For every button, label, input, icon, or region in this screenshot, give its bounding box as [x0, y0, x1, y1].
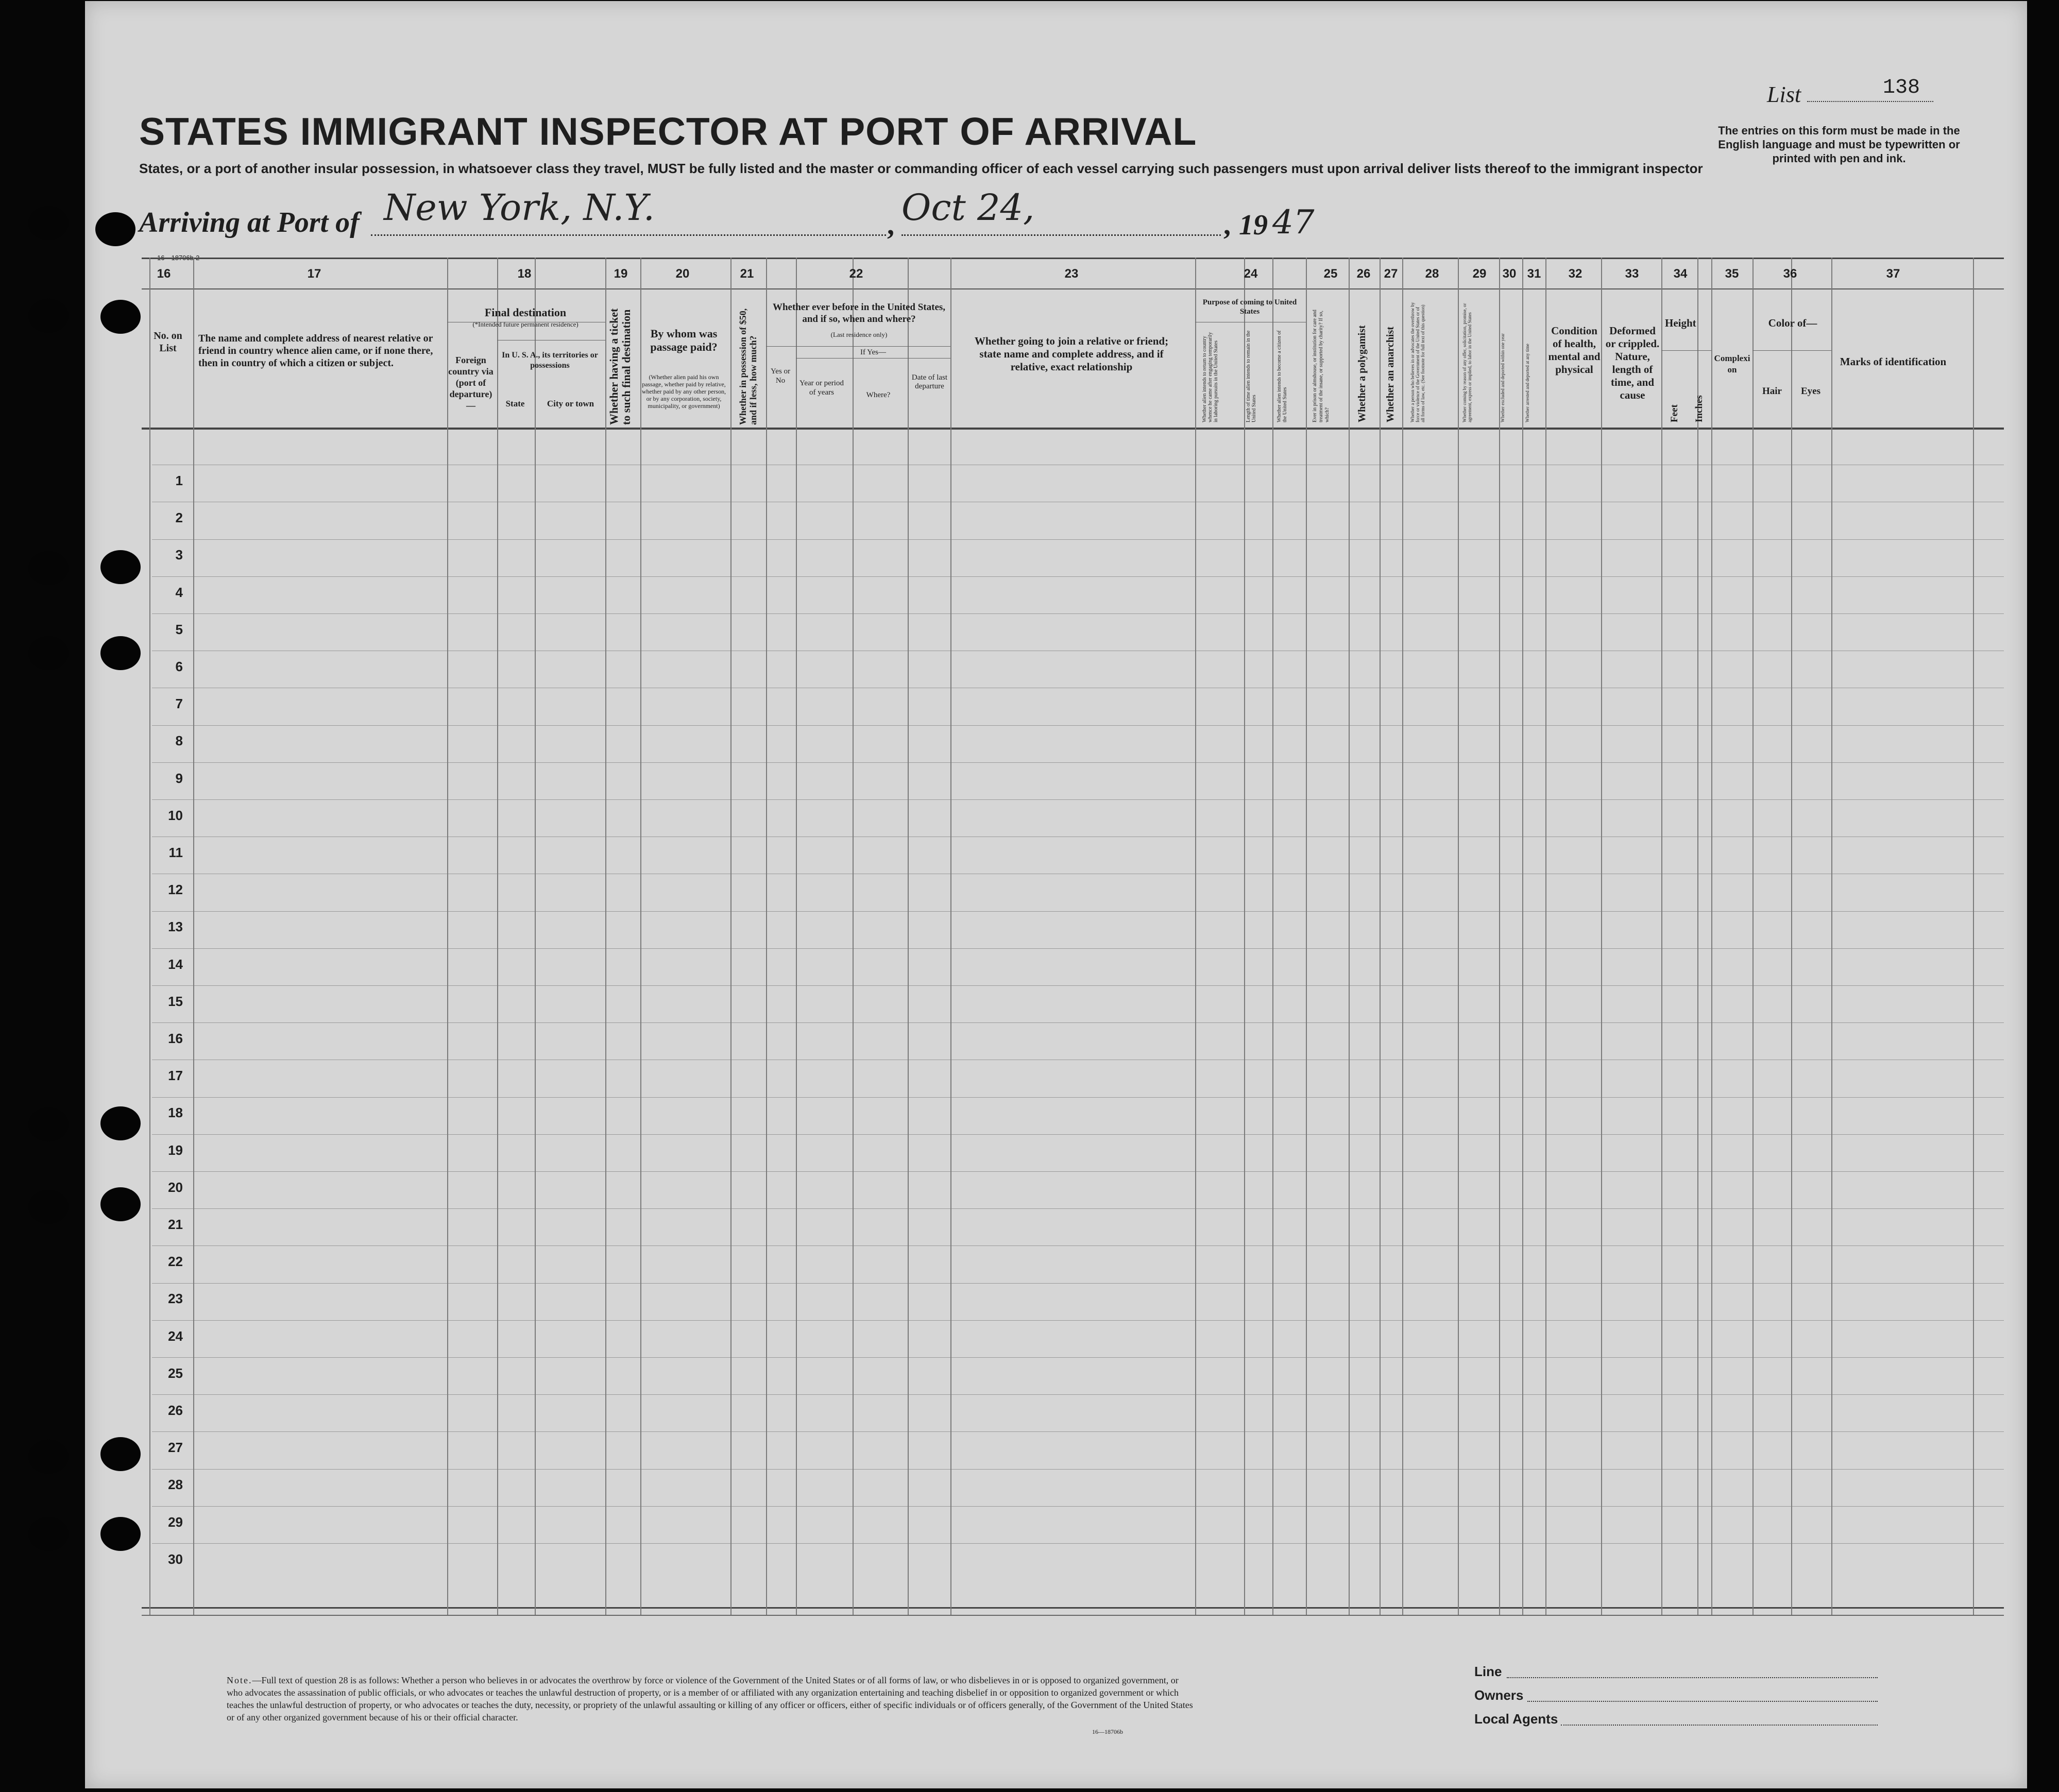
header-eyes: Eyes [1801, 386, 1820, 397]
header-purpose-a [1202, 330, 1219, 422]
header-date-last-departure: Date of last departure [911, 373, 948, 390]
header-question-28 [1410, 301, 1425, 422]
grid-vertical-line [950, 258, 951, 1615]
grid-vertical-line [447, 258, 448, 1615]
grid-horizontal-line [152, 1097, 2004, 1098]
row-number: 3 [175, 547, 183, 562]
header-prison-text: Ever in prison or almshouse, or institution for care and treatment of the insane, or supported by charity? If so, which? [1312, 310, 1330, 422]
header-arrested [1525, 301, 1530, 422]
col-num-21: 21 [740, 267, 754, 281]
year-printed: 19 [1239, 209, 1268, 241]
row-number: 10 [168, 808, 183, 823]
grid-horizontal-line [142, 288, 2004, 289]
row-number: 28 [168, 1477, 183, 1492]
grid-vertical-line [1195, 258, 1196, 1615]
header-passage-paid: By whom was passage paid? [650, 327, 718, 353]
header-offer-solicitation [1462, 301, 1472, 422]
grid-vertical-line [1791, 258, 1792, 1615]
col-num-33: 33 [1625, 267, 1639, 281]
header-where: Where? [866, 391, 891, 399]
header-fifty-dollars-text: Whether in possession of $50, and if less, how much? [738, 308, 758, 425]
col-num-31: 31 [1527, 267, 1541, 281]
row-number: 13 [168, 919, 183, 934]
year-handwritten: 47 [1272, 203, 1315, 242]
grid-horizontal-line [152, 1134, 2004, 1135]
grid-horizontal-line [152, 539, 2004, 540]
col-num-29: 29 [1472, 267, 1487, 281]
row-number: 4 [175, 585, 183, 600]
grid-horizontal-line [152, 1320, 2004, 1321]
grid-vertical-line [1349, 258, 1350, 1615]
header-hair: Hair [1762, 386, 1782, 397]
footer-agents-label: Local Agents [1474, 1711, 1558, 1727]
grid-horizontal-line [152, 1543, 2004, 1544]
header-anarchist: Whether an anarchist [1385, 327, 1396, 422]
binder-hole [100, 1517, 141, 1551]
binder-hole [100, 300, 141, 334]
header-deformed: Deformed or crippled. Nature, length of time, and cause [1605, 325, 1660, 401]
list-number-line [1807, 101, 1933, 102]
grid-vertical-line [908, 258, 909, 1615]
row-number: 25 [168, 1366, 183, 1381]
row-number: 20 [168, 1180, 183, 1195]
header-final-destination: Final destination [484, 306, 567, 319]
footer-form-code: 16—18706b [1092, 1728, 1123, 1735]
row-number: 22 [168, 1254, 183, 1269]
row-number: 14 [168, 957, 183, 972]
grid-vertical-line [796, 258, 797, 1615]
grid-horizontal-line [142, 1615, 2004, 1616]
header-complexion: Complexion [1714, 353, 1750, 374]
header-offer-solicitation-text: Whether coming by reason of any offer, solicitation, promise, or agreement, express or implied, to labor in the United States [1462, 303, 1472, 422]
header-passage-paid-note: (Whether alien paid his own passage, whether paid by relative, whether paid by any other person, or by any corporation, society, municipality, or government) [641, 373, 726, 409]
grid-vertical-line [1380, 258, 1381, 1615]
grid-vertical-line [1244, 258, 1245, 1615]
row-number: 17 [168, 1068, 183, 1083]
grid-vertical-line [535, 258, 536, 1615]
binder-hole [28, 636, 69, 670]
header-final-destination-note: (*Intended future permanent residence) [472, 320, 578, 328]
header-fifty-dollars [738, 299, 758, 425]
grid-horizontal-line [152, 1431, 2004, 1432]
binder-hole [28, 1440, 69, 1474]
grid-horizontal-line [152, 1171, 2004, 1172]
col-num-26: 26 [1356, 267, 1371, 281]
header-city-or-town: City or town [547, 399, 594, 408]
header-year-period: Year or period of years [799, 379, 844, 397]
footnote-text: —Full text of question 28 is as follows: Whether a person who believes in or advocates the overthrow by force or violence of the Government of the United States or of all forms of law, or who disbelieves in or is opposed to organized government, or who advocates the assassination of public officials, or who advocates or teaches the unlawful destruction of property, or is a member of or affiliated with any organization entertaining and teaching disbelief in or opposition to organized government or which teaches the unlawful destruction of property, or who advocates or teaches the duty, necessity, or propriety of the unlawful assaulting or killing of any officer or officers, either of specific individuals or of officers generally, of the Government of the United States or of any other organized government because of his or their official character. [227, 1675, 1193, 1722]
grid-horizontal-line [152, 613, 2004, 614]
grid-horizontal-line [142, 1607, 2004, 1609]
header-going-to-join: Whether going to join a relative or friend; state name and complete address, and if relative, exact relationship [974, 335, 1169, 373]
grid-horizontal-line [152, 911, 2004, 912]
row-number: 7 [175, 696, 183, 711]
col-num-19: 19 [614, 267, 628, 281]
row-number: 12 [168, 882, 183, 897]
list-number: 138 [1883, 76, 1920, 99]
grid-vertical-line [766, 258, 767, 1615]
col-num-20: 20 [675, 267, 690, 281]
header-polygamist: Whether a polygamist [1356, 325, 1368, 422]
header-in-usa: In U. S. A., its territories or possessions [502, 351, 598, 370]
footer-line-label: Line [1474, 1664, 1502, 1679]
binder-hole [28, 299, 69, 333]
header-marks-identification: Marks of identification [1840, 355, 1947, 368]
grid-horizontal-line [142, 428, 2004, 430]
grid-vertical-line [730, 258, 731, 1615]
header-arrested-text: Whether arrested and deported at any time [1525, 344, 1530, 422]
header-excluded-text: Whether excluded and deported within one year [1500, 333, 1505, 422]
grid-vertical-line [1306, 258, 1307, 1615]
header-prison [1312, 301, 1331, 422]
header-purpose-b [1246, 330, 1257, 422]
row-number: 2 [175, 510, 183, 525]
row-number: 16 [168, 1031, 183, 1046]
header-condition-health: Condition of health, mental and physical [1548, 325, 1601, 376]
footer-owners-field [1527, 1701, 1878, 1702]
grid-vertical-line [1831, 258, 1832, 1615]
header-purpose-b-text: Length of time alien intends to remain in the United States [1246, 330, 1257, 422]
grid-vertical-line [1272, 258, 1273, 1615]
grid-horizontal-line [152, 762, 2004, 763]
binder-hole [28, 1517, 69, 1551]
binder-hole [95, 212, 135, 246]
row-number: 30 [168, 1551, 183, 1567]
port-comma: , [887, 209, 894, 241]
col-num-35: 35 [1725, 267, 1739, 281]
binder-hole [100, 550, 141, 584]
col-num-27: 27 [1384, 267, 1398, 281]
grid-horizontal-line [152, 1283, 2004, 1284]
row-number: 26 [168, 1403, 183, 1418]
grid-horizontal-line [152, 799, 2004, 800]
grid-vertical-line [1752, 258, 1754, 1615]
grid-vertical-line [497, 258, 498, 1615]
grid-vertical-line [1661, 258, 1662, 1615]
grid-horizontal-line [152, 576, 2004, 577]
row-number: 27 [168, 1440, 183, 1455]
date-line [901, 234, 1221, 236]
grid-horizontal-line [142, 258, 2004, 259]
grid-horizontal-line [152, 1245, 2004, 1246]
header-question-28-text: Whether a person who believes in or advocates the overthrow by force or violence of the Government of the United States or of all forms of law, etc. (See footnote for full text of this question) [1410, 302, 1425, 422]
col-num-34: 34 [1673, 267, 1688, 281]
grid-horizontal-line [1661, 350, 1711, 351]
grid-vertical-line [1711, 258, 1712, 1615]
row-number: 8 [175, 733, 183, 748]
grid-vertical-line [1697, 258, 1698, 1615]
binder-hole [28, 1107, 69, 1141]
grid-horizontal-line [152, 1357, 2004, 1358]
header-no-on-list: No. on List [154, 330, 182, 354]
row-number: 9 [175, 771, 183, 786]
date-comma: , [1223, 209, 1231, 241]
arriving-label: Arriving at Port of [139, 207, 360, 238]
header-excluded [1500, 301, 1505, 422]
row-number: 5 [175, 622, 183, 637]
header-ticket [608, 301, 633, 425]
footer-line-field [1507, 1677, 1878, 1678]
grid-vertical-line [1402, 258, 1403, 1615]
col-num-16: 16 [157, 267, 171, 281]
row-number: 6 [175, 659, 183, 674]
row-number: 18 [168, 1105, 183, 1120]
grid-vertical-line [1522, 258, 1523, 1615]
footer-agents-field [1561, 1725, 1878, 1726]
grid-horizontal-line [152, 985, 2004, 986]
grid-vertical-line [640, 258, 641, 1615]
col-num-36: 36 [1783, 267, 1797, 281]
grid-horizontal-line [152, 1506, 2004, 1507]
grid-horizontal-line [152, 1208, 2004, 1209]
row-number: 23 [168, 1291, 183, 1306]
binder-hole [28, 206, 69, 240]
col-num-32: 32 [1568, 267, 1582, 281]
header-foreign-country: Foreign country via (port of departure)— [448, 355, 494, 411]
grid-vertical-line [1458, 258, 1459, 1615]
header-state: State [505, 399, 525, 408]
header-color-of: Color of— [1768, 317, 1817, 329]
grid-vertical-line [193, 258, 194, 1615]
grid-horizontal-line [152, 725, 2004, 726]
row-number: 11 [168, 845, 183, 860]
grid-horizontal-line [152, 1469, 2004, 1470]
col-num-23: 23 [1064, 267, 1079, 281]
col-num-28: 28 [1425, 267, 1439, 281]
header-feet: Feet [1669, 404, 1680, 422]
entries-note: The entries on this form must be made in the English language and must be typewritten or printed with pen and ink. [1718, 124, 1960, 165]
header-height: Height [1665, 317, 1696, 329]
footnote-label: Note. [227, 1675, 252, 1685]
grid-vertical-line [853, 258, 854, 1615]
header-yes-or-no: Yes or No [770, 367, 791, 385]
col-num-22: 22 [849, 267, 863, 281]
row-number: 1 [175, 473, 183, 488]
grid-vertical-line [1973, 258, 1974, 1615]
grid-horizontal-line [1752, 350, 1831, 351]
footer-owners-label: Owners [1474, 1687, 1524, 1703]
binder-hole [100, 636, 141, 670]
row-number: 29 [168, 1514, 183, 1530]
header-ever-before-note: (Last residence only) [830, 331, 888, 338]
grid-horizontal-line [152, 1022, 2004, 1023]
col-num-30: 30 [1502, 267, 1517, 281]
col-num-18: 18 [517, 267, 532, 281]
col-num-17: 17 [307, 267, 321, 281]
footnote [227, 1674, 1195, 1723]
header-ever-before: Whether ever before in the United States, and if so, when and where? [772, 302, 946, 325]
grid-vertical-line [605, 258, 606, 1615]
list-label: List [1767, 82, 1801, 107]
col-num-24: 24 [1244, 267, 1258, 281]
row-number: 19 [168, 1142, 183, 1158]
header-purpose-a-text: Whether alien intends to return to country whence he came after engaging temporarily in laboring pursuits in the United States [1202, 332, 1219, 422]
binder-hole [100, 1187, 141, 1221]
header-inches: Inches [1694, 395, 1705, 422]
row-number: 21 [168, 1217, 183, 1232]
header-if-yes: If Yes— [860, 348, 886, 356]
binder-hole [28, 551, 69, 585]
col-num-25: 25 [1323, 267, 1338, 281]
binder-hole [100, 1106, 141, 1140]
date-handwritten: Oct 24, [901, 186, 1035, 229]
grid-horizontal-line [152, 1394, 2004, 1395]
header-purpose-c [1277, 330, 1288, 422]
binder-hole [28, 1190, 69, 1224]
binder-hole [100, 1437, 141, 1471]
grid-vertical-line [1601, 258, 1602, 1615]
header-ticket-text: Whether having a ticket to such final destination [607, 308, 633, 425]
header-nearest-relative: The name and complete address of nearest relative or friend in country whence alien came, or if none there, then in country of which a citizen or subject. [198, 333, 433, 369]
row-number: 15 [168, 994, 183, 1009]
grid-horizontal-line [152, 948, 2004, 949]
port-handwritten: New York, N.Y. [384, 186, 655, 229]
port-line [371, 234, 886, 236]
grid-vertical-line [1499, 258, 1500, 1615]
col-num-37: 37 [1886, 267, 1900, 281]
header-purpose-c-text: Whether alien intends to become a citizen of the United States [1277, 330, 1288, 422]
grid-vertical-line [1545, 258, 1546, 1615]
header-purpose: Purpose of coming to United States [1202, 298, 1297, 316]
form-subtitle: States, or a port of another insular possession, in whatsoever class they travel, MUST be fully listed and the master or commanding officer of each vessel carrying such passengers must upon arrival deliver lists thereof to the immigrant inspector [139, 161, 1703, 176]
row-number: 24 [168, 1328, 183, 1344]
form-title: STATES IMMIGRANT INSPECTOR AT PORT OF ARRIVAL [139, 110, 1197, 153]
